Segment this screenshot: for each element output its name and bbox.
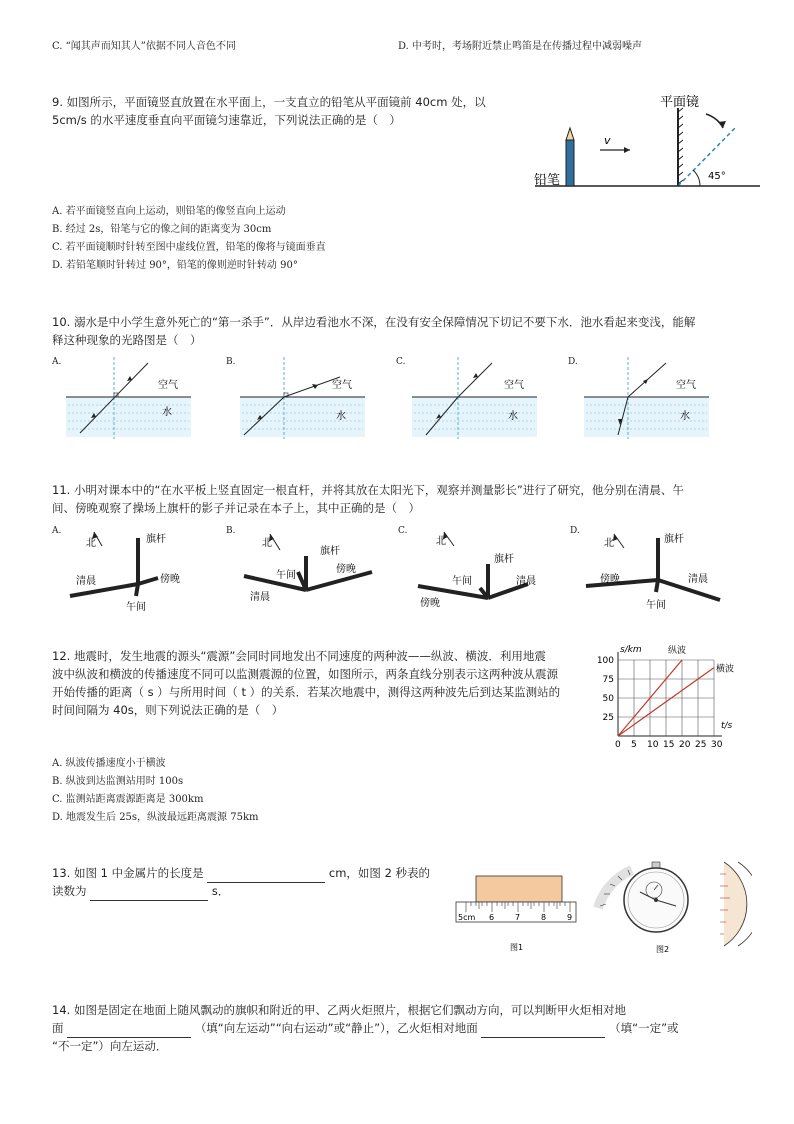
q11-b-morning: 清晨 [250, 592, 270, 603]
q9-option-a: A. 若平面镜竖直向上运动，则铅笔的像竖直向上运动 [52, 206, 286, 217]
ruler-tick-7: 7 [515, 913, 521, 922]
x-tick-label: 5 [631, 740, 637, 750]
q14-part2a: 面 [52, 1021, 64, 1035]
q11-c-evening: 傍晚 [420, 598, 440, 609]
q13-ruler-figure [452, 862, 582, 957]
q11-diagram-c [408, 524, 578, 612]
q11-a-noon: 午间 [126, 602, 146, 612]
q14-torch-b-blank[interactable] [481, 1037, 605, 1038]
q11-stem-line2: 间、傍晚观察了操场上旗杆的影子并记录在本子上，其中正确的是（ ） [52, 501, 420, 515]
q13-stopwatch-blank[interactable] [90, 900, 208, 901]
q11-label-a: A. [52, 526, 62, 536]
x-tick-label: 25 [695, 740, 707, 750]
chart-xlabel: t/s [721, 721, 733, 731]
q13-line1 [52, 863, 430, 883]
q10-a-air: 空气 [158, 380, 178, 391]
velocity-label: v [604, 134, 611, 147]
mirror-label: 平面镜 [660, 95, 700, 110]
q13-part2: 读数为 [52, 884, 87, 898]
x-tick-label: 15 [663, 740, 675, 750]
q10-stem-line2: 释这种现象的光路图是（ ） [52, 333, 202, 347]
q11-d-noon: 午间 [646, 600, 666, 611]
q10-diagram-b [240, 355, 380, 440]
ruler-tick-9: 9 [567, 913, 573, 922]
q10-label-d: D. [568, 357, 578, 367]
q10-diagram-d [584, 355, 724, 440]
q10-label-b: B. [226, 357, 236, 367]
q11-c-morning: 清晨 [516, 576, 536, 587]
q9-stem-line1: 9. 如图所示，平面镜竖直放置在水平面上，一支直立的铅笔从平面镜前 40cm 处，以 [52, 95, 486, 109]
q11-c-pole: 旗杆 [494, 554, 514, 565]
x-tick-label: 10 [647, 740, 659, 750]
q11-b-pole: 旗杆 [320, 546, 340, 557]
q14-part2b: （填“向左运动”“向右运动”或“静止”），乙火炬相对地面 [194, 1021, 478, 1035]
q11-d-pole: 旗杆 [664, 534, 684, 545]
q10-d-water: 水 [680, 411, 690, 422]
legend-transverse: 横波 [716, 664, 735, 675]
q12-option-a: A. 纵波传播速度小于横波 [52, 758, 166, 769]
q12-option-b: B. 纵波到达监测站用时 100s [52, 776, 184, 787]
ruler-tick-8: 8 [541, 913, 547, 922]
q10-b-water: 水 [336, 411, 346, 422]
q10-diagram-c [412, 355, 552, 440]
distance-time-chart [594, 640, 744, 752]
q12-option-d: D. 地震发生后 25s，纵波最远距离震源 75km [52, 812, 259, 823]
y-tick-label: 100 [596, 656, 614, 666]
q9-mirror-figure [530, 88, 765, 193]
q11-diagram-d [580, 524, 750, 612]
q13-part1: 13. 如图 1 中金属片的长度是 [52, 866, 204, 880]
y-tick-label: 50 [602, 694, 614, 704]
q8-option-c: C. “闻其声而知其人”依据不同人音色不同 [52, 41, 236, 52]
q10-c-water: 水 [508, 411, 518, 422]
q12-stem-line1: 12. 地震时，发生地震的源头“震源”会同时同地发出不同速度的两种波——纵波、横波．利用地震 [52, 649, 546, 663]
q10-b-air: 空气 [332, 380, 352, 391]
ruler-tick-5: 5cm [458, 913, 476, 922]
q12-option-c: C. 监测站距离震源距离是 300km [52, 794, 204, 805]
x-tick-label: 20 [679, 740, 691, 750]
q13-line2 [52, 881, 229, 901]
q11-a-north: 北 [86, 538, 96, 549]
q11-b-noon: 午间 [276, 570, 296, 581]
q10-figures [52, 355, 752, 445]
q9-stem-line2: 5cm/s 的水平速度垂直向平面镜匀速靠近，下列说法正确的是（ ） [52, 113, 401, 127]
q11-c-noon: 午间 [452, 576, 472, 587]
chart-grid [618, 652, 722, 736]
q9-option-c: C. 若平面镜顺时针转至图中虚线位置，铅笔的像将与镜面垂直 [52, 242, 326, 253]
q11-label-d: D. [570, 526, 580, 536]
q10-diagram-a [66, 355, 206, 440]
q11-a-evening: 傍晚 [160, 574, 180, 585]
q11-d-evening: 傍晚 [600, 574, 620, 585]
q10-label-a: A. [52, 357, 62, 367]
q11-diagram-b [236, 524, 401, 612]
figure1-caption: 图1 [510, 943, 524, 952]
q12-stem-line3: 开始传播的距离（ s ）与所用时间（ t ）的关系．若某次地震中，测得这两种波先后到达某监测站的 [52, 685, 561, 699]
q11-d-north: 北 [604, 538, 614, 549]
q10-d-air: 空气 [676, 380, 696, 391]
x-tick-label: 0 [615, 740, 621, 750]
legend-longitudinal: 纵波 [668, 646, 687, 656]
q11-b-north: 北 [262, 538, 272, 549]
q14-part2c: （填“一定”或 [609, 1021, 679, 1035]
figure2-caption: 图2 [656, 945, 670, 954]
q14-stem-line2 [52, 1018, 679, 1038]
q9-option-b: B. 经过 2s，铅笔与它的像之间的距离变为 30cm [52, 224, 272, 235]
q8-option-d: D. 中考时，考场附近禁止鸣笛是在传播过程中减弱噪声 [398, 41, 643, 52]
q10-a-water: 水 [162, 407, 172, 418]
q11-figures [52, 524, 752, 614]
q12-stem-line4: 时间间隔为 40s，则下列说法正确的是（ ） [52, 703, 284, 717]
q11-label-b: B. [226, 526, 236, 536]
q13-unit1: cm，如图 2 秒表的 [328, 866, 431, 880]
angle-label: 45° [708, 171, 726, 182]
y-tick-label: 75 [602, 675, 614, 685]
q11-a-pole: 旗杆 [146, 534, 166, 545]
q10-stem-line1: 10. 溺水是中小学生意外死亡的“第一杀手”．从岸边看池水不深，在没有安全保障情况下切记不要下水．池水看起来变浅，能解 [52, 315, 696, 329]
pencil-label: 铅笔 [534, 173, 561, 188]
x-tick-label: 30 [711, 740, 723, 750]
q11-stem-line1: 11. 小明对课本中的“在水平板上竖直固定一根直杆，并将其放在太阳光下，观察并测量影长”进行了研究，他分别在清晨、午 [52, 483, 684, 497]
q12-stem-line2: 波中纵波和横波的传播速度不同可以监测震源的位置，如图所示，两条直线分别表示这两种波从震源 [52, 667, 558, 681]
q11-label-c: C. [398, 526, 408, 536]
q10-label-c: C. [396, 357, 406, 367]
q14-stem-line1: 14. 如图是固定在地面上随风飘动的旗帜和附近的甲、乙两火炬照片，根据它们飘动方向，可以判断甲火炬相对地 [52, 1003, 626, 1017]
q13-stopwatch-figure [592, 856, 752, 956]
q11-a-morning: 清晨 [76, 576, 96, 587]
q10-c-air: 空气 [504, 380, 524, 391]
q11-b-evening: 傍晚 [336, 564, 356, 575]
q11-d-morning: 清晨 [688, 574, 708, 585]
q14-stem-line3: “不一定”）向左运动． [52, 1039, 168, 1053]
y-tick-label: 25 [602, 713, 614, 723]
q11-diagram-a [62, 524, 227, 612]
q9-option-d: D. 若铅笔顺时针转过 90°，铅笔的像则逆时针转动 90° [52, 260, 298, 271]
chart-ylabel: s/km [620, 645, 642, 655]
q13-unit2: s． [211, 884, 230, 898]
ruler-tick-6: 6 [489, 913, 495, 922]
q11-c-north: 北 [436, 536, 446, 547]
